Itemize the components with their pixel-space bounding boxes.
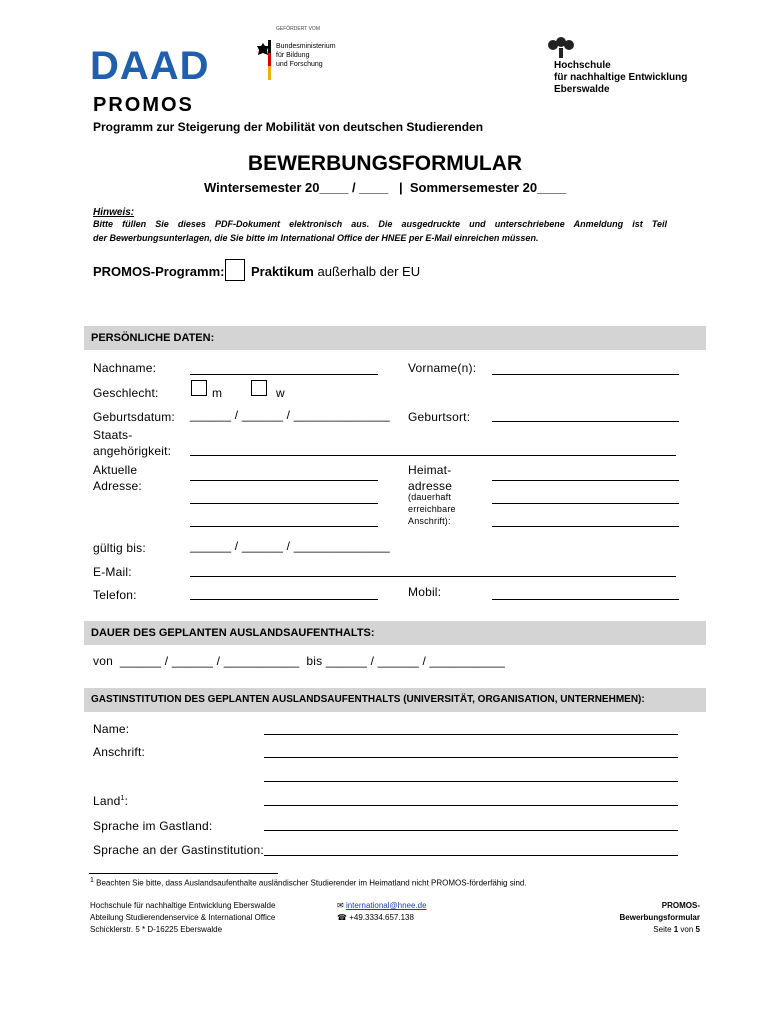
heimat-label-2: adresse (408, 479, 453, 493)
hnee-line-3: Eberswalde (554, 84, 610, 95)
footnote (90, 877, 527, 888)
aktuelle-label-1: Aktuelle (93, 463, 138, 477)
ministry-line-1: Bundesministerium (276, 43, 336, 50)
email-field[interactable] (190, 576, 676, 577)
footer-address-3: Schicklerstr. 5 * D-16225 Eberswalde (90, 925, 223, 934)
duration-field[interactable]: von ______ / ______ / ___________ bis ______ / ______ / ___________ (93, 654, 506, 668)
host-country-colon: : (124, 794, 129, 808)
daad-logo: DAAD (90, 44, 210, 88)
hnee-line-2: für nachhaltige Entwicklung (554, 72, 688, 83)
page-current: 1 (673, 925, 679, 934)
email-label: E-Mail: (93, 565, 132, 579)
semester-line[interactable]: Wintersemester 20____ / ____ | Sommersemester 20____ (204, 180, 566, 195)
geburtsort-label: Geburtsort: (408, 410, 471, 424)
geburtsdatum-label: Geburtsdatum: (93, 410, 175, 424)
footer-page-number (620, 924, 700, 936)
gueltig-label: gültig bis: (93, 541, 146, 555)
home-address-field-1[interactable] (492, 480, 679, 481)
footer-doc-1: PROMOS- (661, 901, 700, 910)
language-country-field[interactable] (264, 830, 678, 831)
home-address-field-2[interactable] (492, 503, 679, 504)
ministry-name (276, 42, 336, 69)
telefon-field[interactable] (190, 599, 378, 600)
nachname-label: Nachname: (93, 361, 157, 375)
program-label: PROMOS-Programm: (93, 264, 225, 279)
host-address-label: Anschrift: (93, 745, 146, 759)
vorname-field[interactable] (492, 374, 679, 375)
hnee-name (554, 60, 687, 96)
staatsangehoerigkeit-field[interactable] (190, 455, 676, 456)
gender-m-label: m (212, 386, 223, 400)
program-option-bold: Praktikum (251, 264, 314, 279)
hint-text-2: der Bewerbungsunterlagen, die Sie bitte im International Office der HNEE per E-Mail einreichen müssen. (93, 233, 539, 243)
footer-address-1: Hochschule für nachhaltige Entwicklung Eberswalde (90, 901, 276, 910)
footer-doc-2: Bewerbungsformular (619, 913, 700, 922)
language-institution-label: Sprache an der Gastinstitution: (93, 843, 264, 857)
host-address-field-1[interactable] (264, 757, 678, 758)
footer-email-link[interactable]: international@hnee.de (345, 901, 427, 910)
footer-contact (337, 900, 427, 924)
ministry-line-3: und Forschung (276, 61, 323, 68)
gender-w-checkbox[interactable] (251, 380, 267, 396)
heimat-note-2: erreichbare (408, 504, 456, 514)
home-address-field-3[interactable] (492, 526, 679, 527)
telefon-label: Telefon: (93, 588, 137, 602)
host-country-footnote-ref: 1 (120, 795, 125, 802)
phone-icon: ☎ (337, 913, 347, 922)
hnee-line-1: Hochschule (554, 60, 611, 71)
language-country-label: Sprache im Gastland: (93, 819, 213, 833)
gender-m-checkbox[interactable] (191, 380, 207, 396)
section-duration-title: DAUER DES GEPLANTEN AUSLANDSAUFENTHALTS: (91, 627, 375, 639)
gueltig-field[interactable]: ______ / ______ / ______________ (190, 539, 390, 553)
aktuelle-label-2: Adresse: (93, 479, 142, 493)
form-title: BEWERBUNGSFORMULAR (247, 152, 523, 175)
host-country-field[interactable] (264, 805, 678, 806)
host-name-label: Name: (93, 722, 130, 736)
program-option (251, 264, 420, 279)
heimat-note-1: (dauerhaft (408, 492, 452, 502)
staats-label-2: angehörigkeit: (93, 444, 172, 458)
vorname-label: Vorname(n): (408, 361, 477, 375)
geburtsort-field[interactable] (492, 421, 679, 422)
host-name-field[interactable] (264, 734, 678, 735)
geschlecht-label: Geschlecht: (93, 386, 159, 400)
address-field-1[interactable] (190, 480, 378, 481)
page-mid: von (678, 925, 696, 934)
geburtsdatum-field[interactable]: ______ / ______ / ______________ (190, 408, 390, 422)
nachname-field[interactable] (190, 374, 378, 375)
footer-phone: +49.3334.657.138 (349, 913, 414, 922)
section-host-header (84, 688, 706, 712)
program-subtitle: Programm zur Steigerung der Mobilität von deutschen Studierenden (93, 120, 484, 134)
gender-w-label: w (276, 386, 285, 400)
hint-text-1: Bitte füllen Sie dieses PDF-Dokument elektronisch aus. Die ausgedruckte und unterschriebene Anmeldung ist Teil (93, 219, 667, 229)
envelope-icon: ✉ (337, 901, 344, 910)
promos-title: PROMOS (93, 94, 194, 116)
program-checkbox[interactable] (225, 259, 245, 281)
mobil-field[interactable] (492, 599, 679, 600)
ministry-line-2: für Bildung (276, 52, 310, 59)
hint-title: Hinweis: (93, 207, 135, 218)
language-institution-field[interactable] (264, 855, 678, 856)
footer-email-row (337, 900, 427, 912)
address-field-3[interactable] (190, 526, 378, 527)
footnote-number: 1 (90, 877, 94, 884)
footer-doc-info (620, 900, 700, 936)
section-personal-header (84, 326, 706, 350)
mobil-label: Mobil: (408, 585, 442, 599)
footnote-text: Beachten Sie bitte, dass Auslandsaufenthalte ausländischer Studierender im Heimatland nicht PROMOS-förderfähig sind. (96, 878, 527, 888)
host-country-label (93, 794, 128, 808)
footer-address (90, 900, 275, 936)
host-country-text: Land (93, 794, 121, 808)
ministry-flag (268, 40, 271, 80)
section-host-title: GASTINSTITUTION DES GEPLANTEN AUSLANDSAUFENTHALTS (UNIVERSITÄT, ORGANISATION, UNTERNEHMEN): (91, 694, 645, 705)
footnote-divider (89, 873, 278, 874)
page-prefix: Seite (653, 925, 674, 934)
staats-label-1: Staats- (93, 428, 133, 442)
host-address-field-2[interactable] (264, 781, 678, 782)
hnee-emblem-icon (545, 36, 577, 63)
section-duration-header (84, 621, 706, 645)
section-personal-title: PERSÖNLICHE DATEN: (91, 332, 215, 344)
funded-by-label: GEFÖRDERT VOM (276, 26, 320, 32)
heimat-label-1: Heimat- (408, 463, 452, 477)
program-option-rest: außerhalb der EU (313, 264, 421, 279)
footer-phone-row (337, 912, 427, 924)
page-total: 5 (695, 925, 700, 934)
heimat-note-3: Anschrift): (408, 516, 451, 526)
footer-address-2: Abteilung Studierendenservice & International Office (90, 913, 276, 922)
address-field-2[interactable] (190, 503, 378, 504)
